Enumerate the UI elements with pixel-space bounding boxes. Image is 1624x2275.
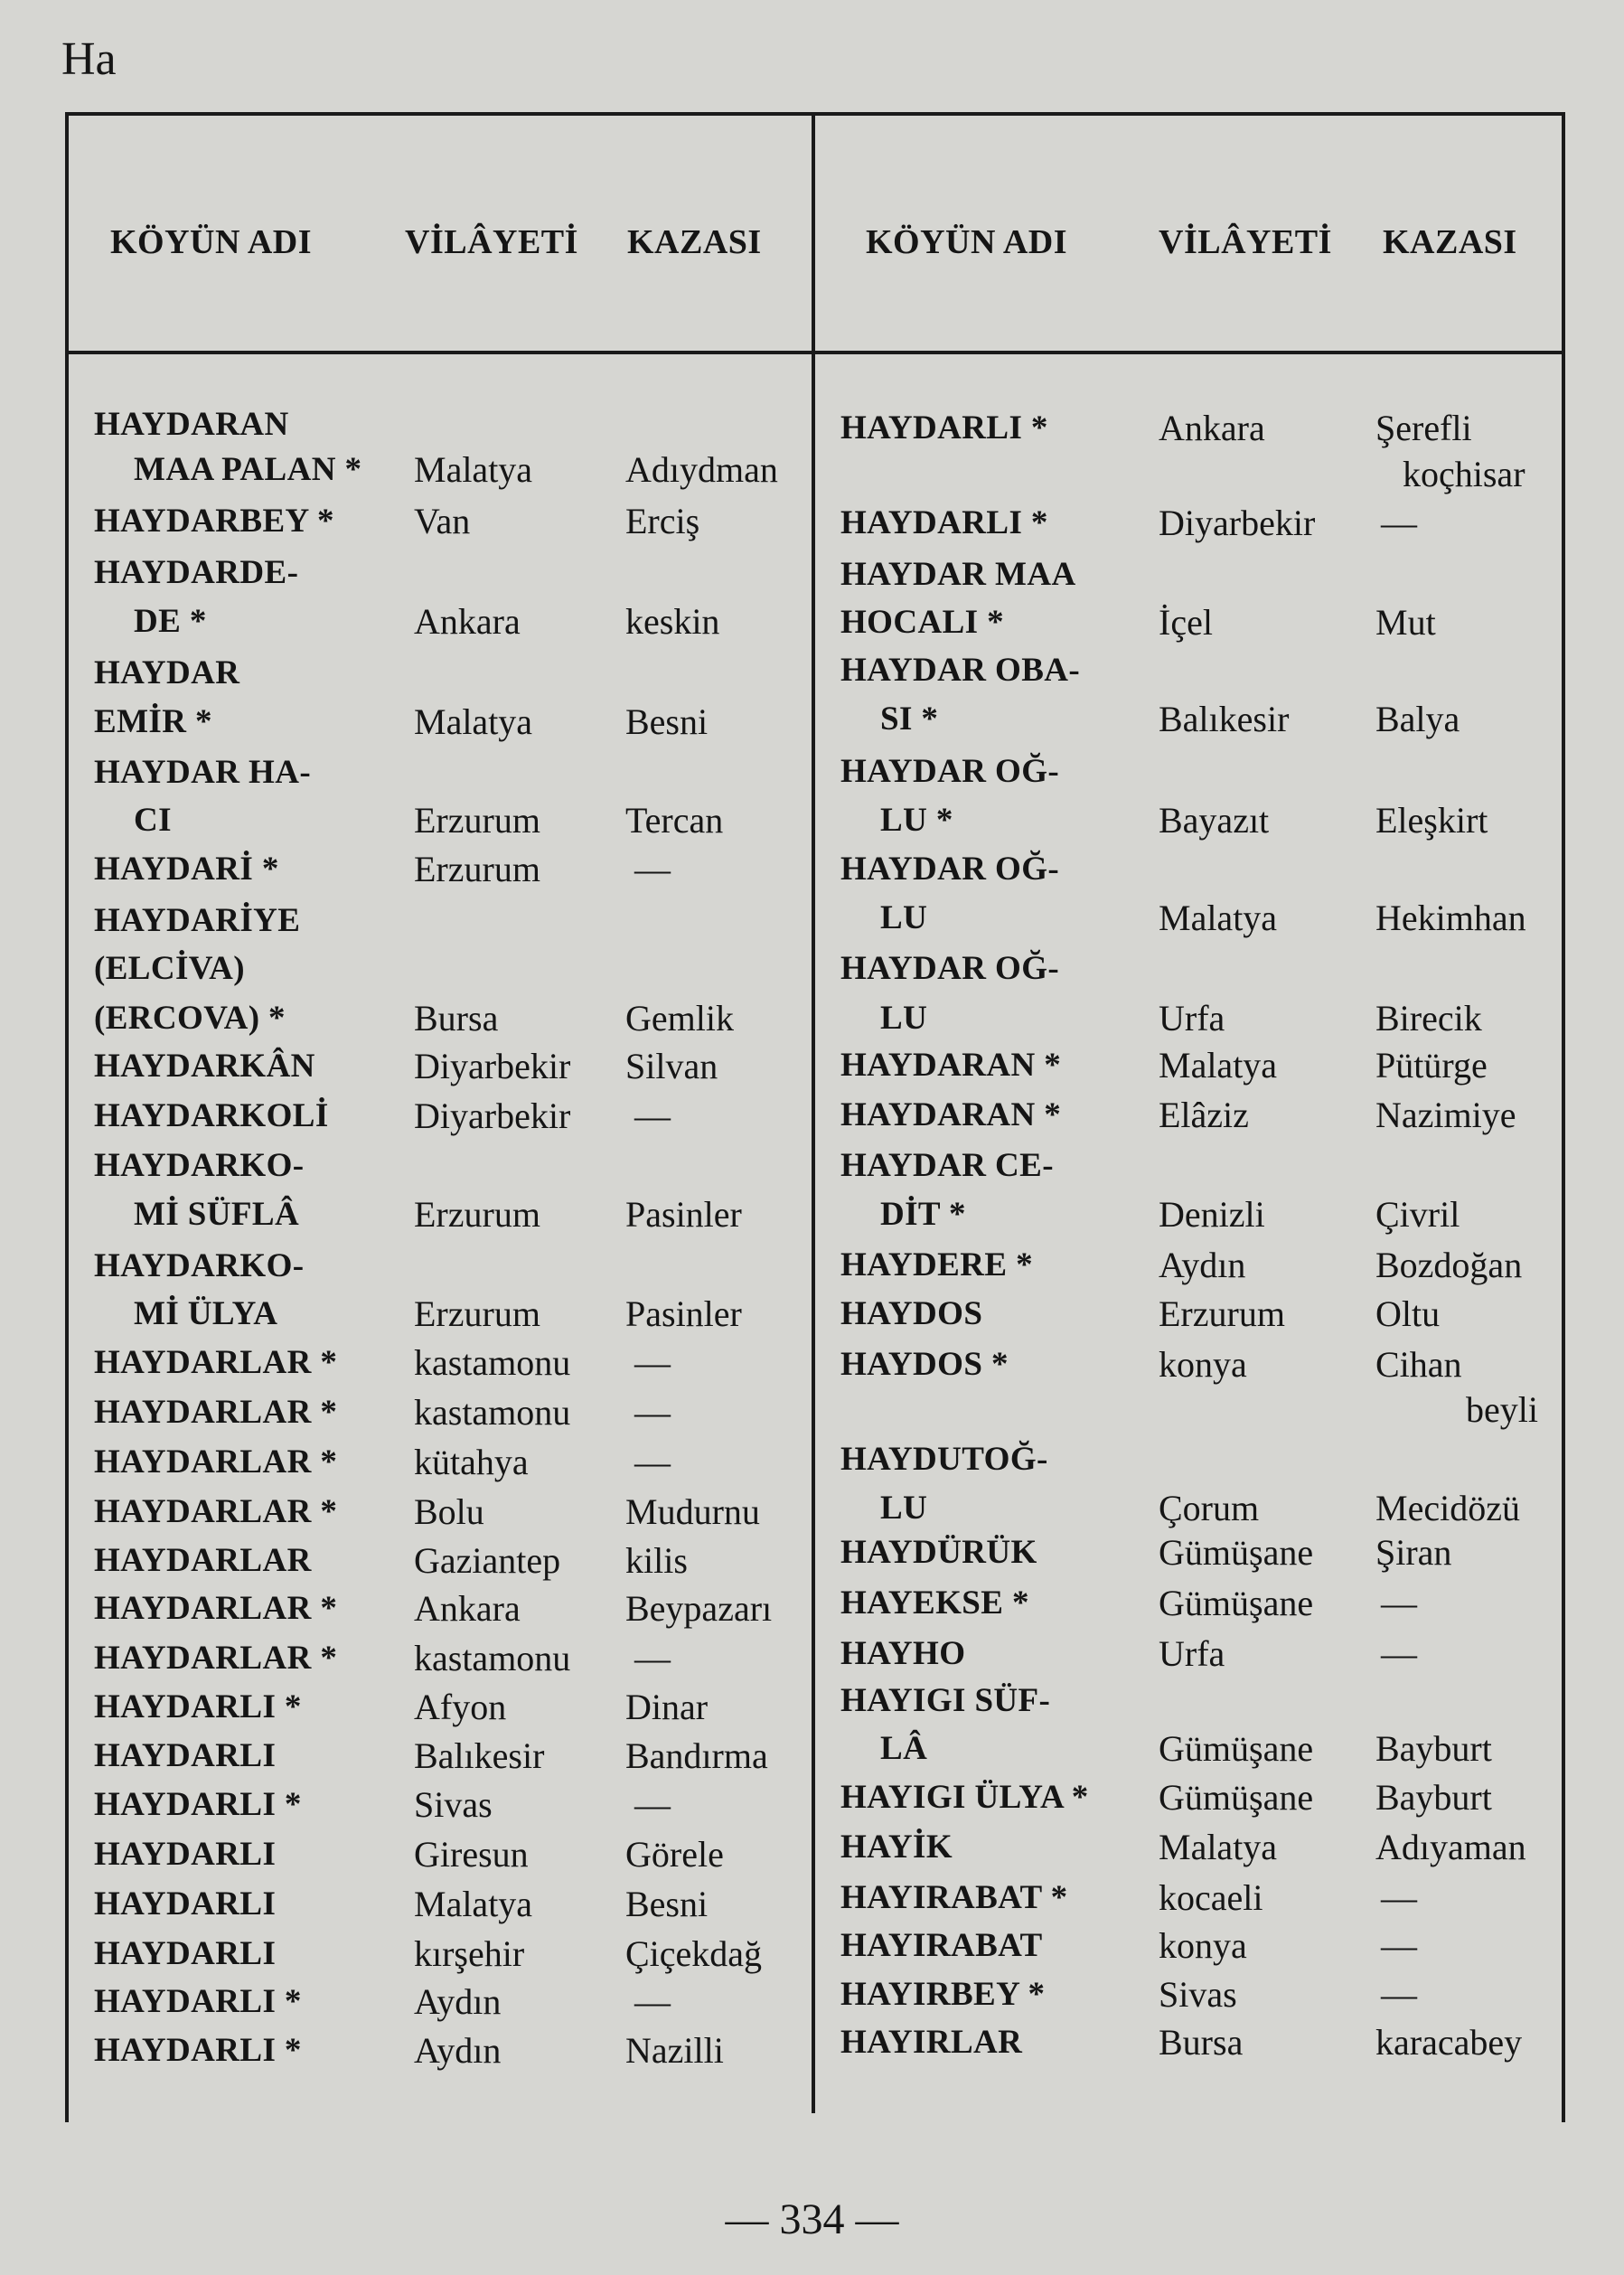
entry-kaza: Erciş [625, 501, 700, 541]
entry-name: HAYDARBEY * [94, 503, 334, 540]
entry-kaza: keskin [625, 601, 720, 642]
entry-kaza: — [634, 1981, 671, 2022]
entry-kaza: — [634, 1638, 671, 1678]
entry-kaza: Adıydman [625, 449, 778, 490]
entry-name: HAYDARKO- [94, 1147, 305, 1184]
entry-vilayet: kırşehir [414, 1933, 525, 1974]
entry-kaza: Bayburt [1375, 1728, 1492, 1769]
entry-name: HAYDARİ * [94, 851, 279, 888]
entry-name: MAA PALAN * [134, 451, 362, 488]
entry-name: HAYDARLI * [840, 409, 1048, 447]
entry-kaza: — [1381, 1877, 1417, 1918]
right-header-koy-adi: KÖYÜN ADI [866, 223, 1068, 261]
entry-vilayet: konya [1159, 1925, 1247, 1966]
entry-vilayet: İçel [1159, 602, 1213, 643]
entry-kaza: Görele [625, 1834, 724, 1875]
entry-kaza: Şerefli [1375, 408, 1472, 448]
entry-vilayet: Denizli [1159, 1194, 1265, 1235]
entry-vilayet: Afyon [414, 1687, 507, 1727]
entry-kaza: Besni [625, 1884, 709, 1924]
entry-kaza: Mudurnu [625, 1491, 760, 1532]
entry-name: HAYDARLAR * [94, 1640, 338, 1677]
entry-kaza: Beypazarı [625, 1588, 773, 1629]
entry-name: HAYDARLI * [840, 504, 1048, 541]
entry-name: HAYDOS [840, 1295, 983, 1332]
entry-name: HAYDAR OĞ- [840, 753, 1060, 790]
left-header-kazasi: KAZASI [627, 223, 762, 261]
entry-kaza: — [1381, 1925, 1417, 1966]
entry-name: HOCALI * [840, 604, 1005, 641]
entry-name: HAYDARLAR * [94, 1590, 338, 1627]
entry-kaza: Çiçekdağ [625, 1933, 763, 1974]
entry-vilayet: Ankara [414, 601, 521, 642]
entry-vilayet: Giresun [414, 1834, 529, 1875]
entry-name: LU [880, 1000, 928, 1037]
entry-name: HAYDERE * [840, 1246, 1033, 1283]
page-number: — 334 — [725, 2195, 899, 2243]
entry-name: HAYDARAN * [840, 1047, 1062, 1084]
entry-name: HAYDUTOĞ- [840, 1441, 1048, 1478]
entry-vilayet: Aydın [414, 2030, 502, 2071]
entry-name: (ELCİVA) [94, 950, 245, 987]
entry-name: HAYDAR MAA [840, 556, 1076, 593]
entry-vilayet: Erzurum [414, 1194, 540, 1235]
entry-name: HAYDARLI * [94, 1786, 302, 1823]
entry-vilayet: Erzurum [414, 1293, 540, 1334]
entry-name: HAYHO [840, 1635, 966, 1672]
entry-name: LU [880, 1490, 928, 1527]
entry-vilayet: Bayazıt [1159, 800, 1270, 841]
entry-name: LU [880, 899, 928, 936]
entry-vilayet: Balıkesir [1159, 699, 1290, 739]
entry-name: HAYDARLI * [94, 2032, 302, 2069]
entry-kaza: Besni [625, 701, 709, 742]
entry-vilayet: Gümüşane [1159, 1777, 1314, 1818]
entry-name: HAYDARKOLİ [94, 1097, 329, 1134]
entry-vilayet: kütahya [414, 1442, 529, 1482]
entry-vilayet: Sivas [414, 1784, 493, 1825]
entry-kaza: Bozdoğan [1375, 1245, 1523, 1285]
entry-vilayet: Van [414, 501, 471, 541]
entry-vilayet: Gümüşane [1159, 1728, 1314, 1769]
entry-name: HAYDARLAR [94, 1542, 312, 1579]
entry-vilayet: Erzurum [1159, 1293, 1285, 1334]
entry-kaza: kilis [625, 1540, 688, 1581]
entry-kaza: — [634, 1442, 671, 1482]
entry-kaza: — [634, 1342, 671, 1383]
entry-kaza: Nazilli [625, 2030, 724, 2071]
entry-vilayet: Aydın [414, 1981, 502, 2022]
entry-vilayet: Ankara [1159, 408, 1265, 448]
entry-name: LÂ [880, 1730, 928, 1767]
entry-kaza: beyli [1466, 1389, 1538, 1430]
entry-kaza: Pasinler [625, 1194, 742, 1235]
entry-name: LU * [880, 802, 953, 839]
entry-kaza: — [1381, 1583, 1417, 1623]
entry-vilayet: Urfa [1159, 1633, 1225, 1674]
entry-name: HAYIRBEY * [840, 1976, 1046, 2013]
entry-kaza: Şiran [1375, 1532, 1452, 1573]
entry-vilayet: Malatya [1159, 1045, 1278, 1086]
entry-kaza: Balya [1375, 699, 1460, 739]
entry-vilayet: Balıkesir [414, 1735, 545, 1776]
entry-name: SI * [880, 700, 939, 738]
entry-name: HAYDARLAR * [94, 1493, 338, 1530]
entry-vilayet: Diyarbekir [414, 1095, 571, 1136]
entry-vilayet: Gümüşane [1159, 1532, 1314, 1573]
entry-name: HAYİK [840, 1828, 953, 1866]
entry-vilayet: Urfa [1159, 998, 1225, 1039]
entry-name: DE * [134, 603, 207, 640]
entry-kaza: — [634, 849, 671, 889]
entry-vilayet: Ankara [414, 1588, 521, 1629]
page-header: Ha [61, 33, 117, 85]
entry-kaza: — [634, 1392, 671, 1433]
entry-vilayet: Malatya [414, 449, 533, 490]
entry-vilayet: Bolu [414, 1491, 484, 1532]
entry-name: HAYDARLAR * [94, 1394, 338, 1431]
entry-vilayet: konya [1159, 1344, 1247, 1385]
entry-vilayet: Gümüşane [1159, 1583, 1314, 1623]
entry-name: HAYDARDE- [94, 554, 299, 591]
entry-kaza: Dinar [625, 1687, 709, 1727]
entry-vilayet: Erzurum [414, 849, 540, 889]
entry-kaza: Pasinler [625, 1293, 742, 1334]
header-rule [69, 351, 1562, 354]
entry-name: Mİ ÜLYA [134, 1295, 278, 1332]
entry-name: HAYDAR CE- [840, 1147, 1054, 1184]
entry-kaza: karacabey [1375, 2022, 1523, 2063]
entry-vilayet: kocaeli [1159, 1877, 1263, 1918]
entry-name: DİT * [880, 1196, 966, 1233]
entry-name: HAYDAR HA- [94, 754, 312, 791]
entry-name: HAYDÜRÜK [840, 1534, 1037, 1571]
entry-vilayet: kastamonu [414, 1638, 571, 1678]
entry-kaza: koçhisar [1403, 454, 1525, 494]
entry-kaza: Nazimiye [1375, 1095, 1516, 1135]
entry-name: HAYDARKÂN [94, 1048, 315, 1085]
entry-vilayet: kastamonu [414, 1342, 571, 1383]
entry-name: HAYDAR OĞ- [840, 851, 1060, 888]
right-header-kazasi: KAZASI [1383, 223, 1517, 261]
entry-name: HAYDARLI [94, 1885, 277, 1922]
entry-kaza: — [634, 1784, 671, 1825]
entry-vilayet: Çorum [1159, 1488, 1260, 1528]
entry-name: HAYIGI SÜF- [840, 1682, 1051, 1719]
entry-vilayet: Diyarbekir [1159, 503, 1316, 543]
entry-vilayet: Gaziantep [414, 1540, 561, 1581]
entry-kaza: — [1381, 1974, 1417, 2015]
entry-name: HAYEKSE * [840, 1584, 1029, 1622]
entry-vilayet: Erzurum [414, 800, 540, 841]
column-divider [812, 116, 815, 2113]
entry-name: CI [134, 802, 172, 839]
entry-name: Mİ SÜFLÂ [134, 1196, 300, 1233]
entry-kaza: Mecidözü [1375, 1488, 1520, 1528]
right-header-vilayeti: VİLÂYETİ [1159, 223, 1332, 261]
entry-kaza: Çivril [1375, 1194, 1460, 1235]
entry-name: HAYDARLI * [94, 1688, 302, 1725]
entry-name: HAYDARLI [94, 1737, 277, 1774]
entry-kaza: Adıyaman [1375, 1827, 1526, 1867]
entry-vilayet: Diyarbekir [414, 1046, 571, 1086]
entry-kaza: — [1381, 503, 1417, 543]
entry-vilayet: Sivas [1159, 1974, 1237, 2015]
entry-kaza: — [634, 1095, 671, 1136]
entry-name: HAYDARLI [94, 1836, 277, 1873]
entry-kaza: Gemlik [625, 998, 734, 1039]
entry-kaza: Birecik [1375, 998, 1482, 1039]
entry-name: HAYDARİYE [94, 902, 301, 939]
entry-vilayet: Elâziz [1159, 1095, 1249, 1135]
entry-vilayet: Malatya [1159, 1827, 1278, 1867]
entry-vilayet: Malatya [414, 1884, 533, 1924]
entry-name: HAYDARLAR * [94, 1443, 338, 1481]
entry-name: HAYDARAN [94, 406, 289, 443]
entry-vilayet: Malatya [1159, 898, 1278, 938]
entry-name: (ERCOVA) * [94, 1000, 286, 1037]
entry-name: HAYDARKO- [94, 1247, 305, 1284]
entry-vilayet: Aydın [1159, 1245, 1246, 1285]
entry-kaza: Eleşkirt [1375, 800, 1488, 841]
left-header-koy-adi: KÖYÜN ADI [110, 223, 313, 261]
entry-name: HAYDARAN * [840, 1096, 1062, 1133]
entry-name: HAYDOS * [840, 1346, 1009, 1383]
entry-kaza: Pütürge [1375, 1045, 1488, 1086]
entry-name: HAYDARLI * [94, 1983, 302, 2020]
left-header-vilayeti: VİLÂYETİ [405, 223, 578, 261]
entry-vilayet: Bursa [414, 998, 499, 1039]
entry-kaza: Mut [1375, 602, 1436, 643]
entry-kaza: Hekimhan [1375, 898, 1526, 938]
entry-name: HAYIGI ÜLYA * [840, 1779, 1089, 1816]
entry-name: HAYIRLAR [840, 2024, 1023, 2061]
entry-kaza: Bandırma [625, 1735, 768, 1776]
entry-name: HAYDAR [94, 654, 240, 691]
entry-kaza: Silvan [625, 1046, 718, 1086]
entry-kaza: Cihan [1375, 1344, 1462, 1385]
entry-kaza: Bayburt [1375, 1777, 1492, 1818]
entry-name: HAYDAR OĞ- [840, 950, 1060, 987]
entry-vilayet: kastamonu [414, 1392, 571, 1433]
entry-name: HAYIRABAT [840, 1927, 1043, 1964]
entry-name: EMİR * [94, 703, 212, 740]
entry-vilayet: Bursa [1159, 2022, 1244, 2063]
entry-name: HAYDARLAR * [94, 1344, 338, 1381]
entry-kaza: Tercan [625, 800, 724, 841]
entry-name: HAYIRABAT * [840, 1879, 1068, 1916]
entry-name: HAYDARLI [94, 1935, 277, 1972]
entry-name: HAYDAR OBA- [840, 652, 1081, 689]
entry-kaza: Oltu [1375, 1293, 1441, 1334]
entry-vilayet: Malatya [414, 701, 533, 742]
entry-kaza: — [1381, 1633, 1417, 1674]
